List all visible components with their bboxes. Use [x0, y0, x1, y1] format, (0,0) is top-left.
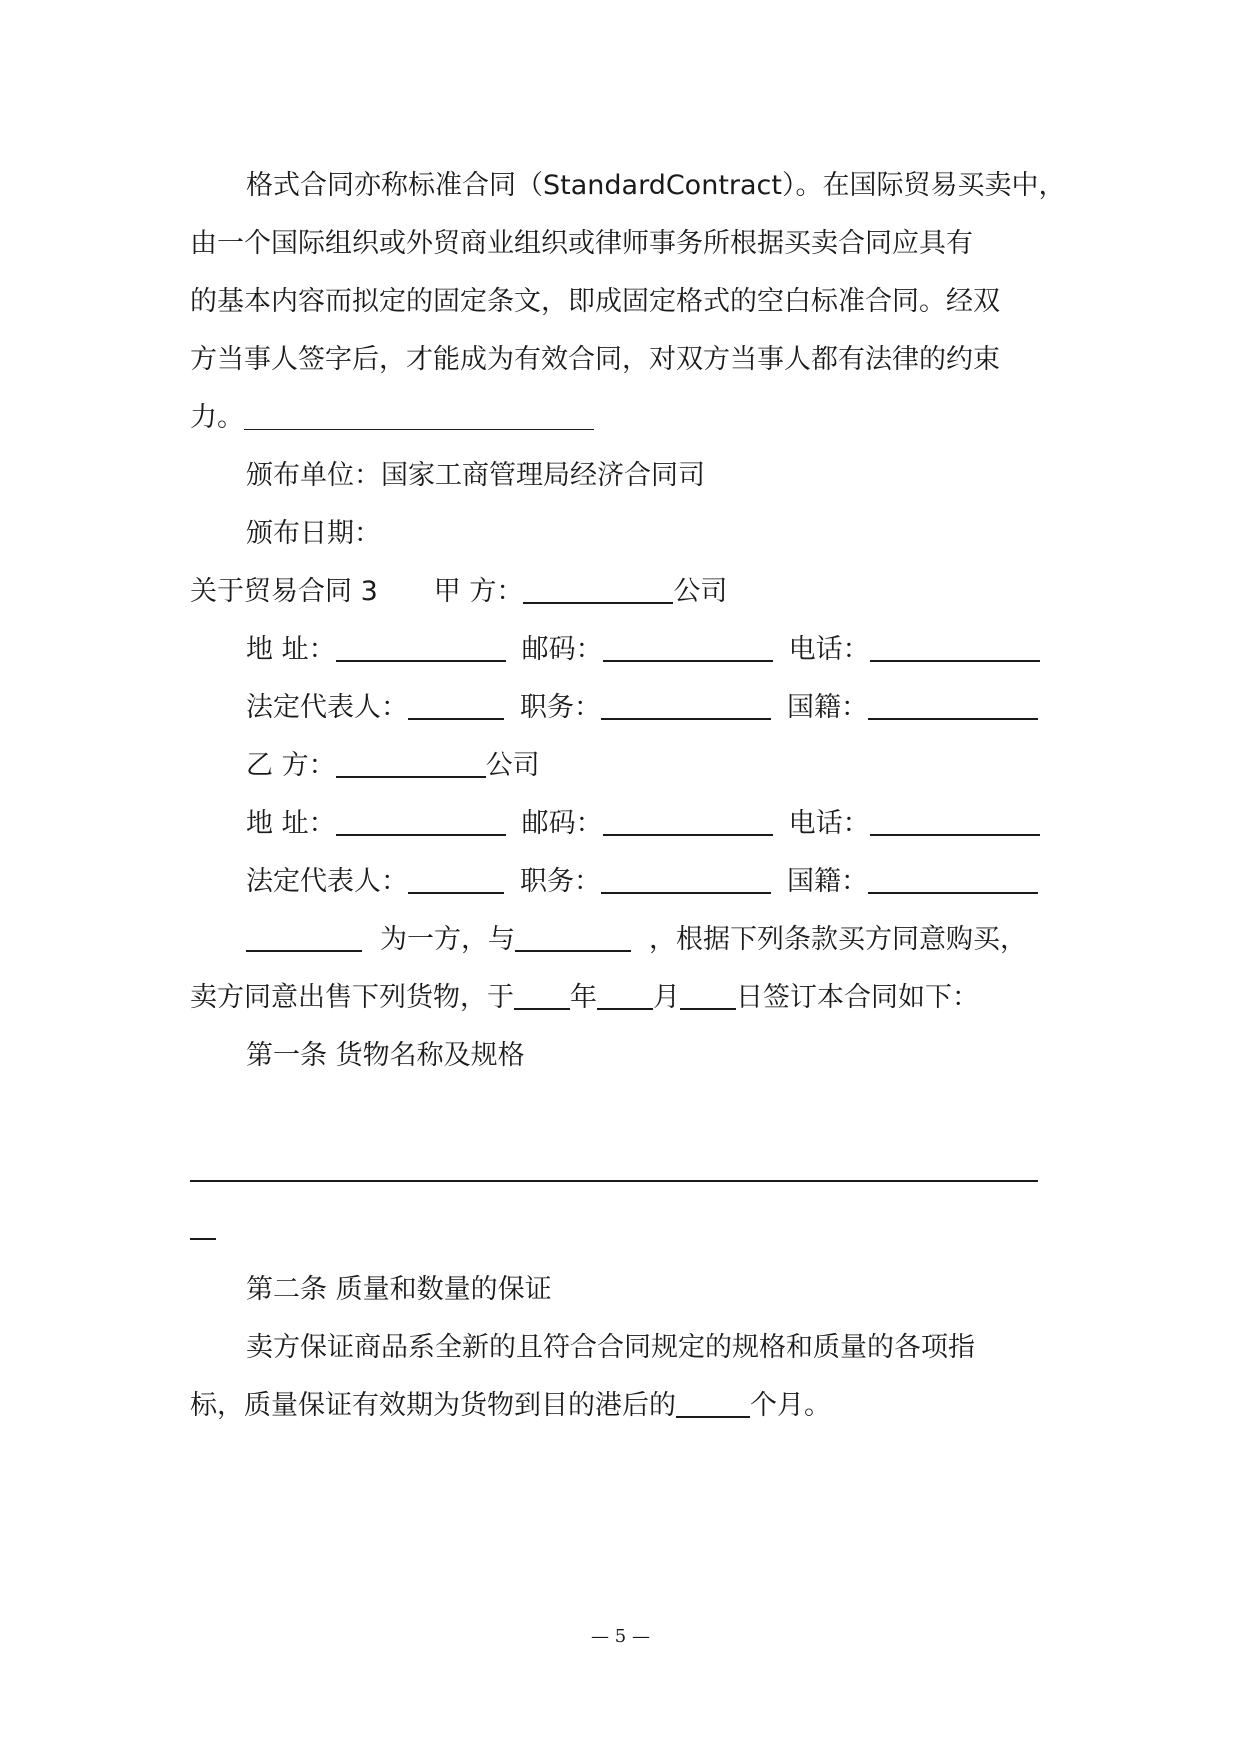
warranty-months-blank	[676, 1390, 750, 1418]
party-a-address-blank	[336, 634, 506, 662]
party-b-legal-rep-label: 法定代表人：	[246, 866, 408, 897]
agreement-year: 年	[570, 982, 597, 1013]
party-a-label: 甲 方：	[433, 576, 524, 607]
agreement-line-1	[246, 920, 1027, 960]
article2-line-1: 卖方保证商品系全新的且符合合同规定的规格和质量的各项指	[246, 1332, 975, 1363]
agreement-day-sign: 日签订本合同如下：	[736, 982, 979, 1013]
party-a-phone-label: 电话：	[788, 634, 870, 665]
article2-line2-a: 标，质量保证有效期为货物到目的港后的	[190, 1390, 676, 1421]
party-a-legal-rep-blank	[408, 692, 504, 720]
party-b-suffix: 公司	[485, 750, 540, 781]
sign-year-blank	[514, 982, 570, 1010]
party-b-postcode-label: 邮码：	[521, 808, 603, 839]
party-a-postcode-blank	[603, 634, 773, 662]
agreement-line-2	[190, 978, 979, 1018]
goods-spec-blank-line-1	[190, 1180, 1038, 1182]
party-a-position-blank	[601, 692, 771, 720]
party-b-address-blank	[336, 808, 506, 836]
party-b-address-label: 地 址：	[246, 808, 336, 839]
article2-line2-b: 个月。	[750, 1390, 831, 1421]
article2-line-2	[190, 1386, 831, 1426]
party-b-position-blank	[601, 866, 771, 894]
article1-title: 第一条 货物名称及规格	[246, 1040, 525, 1071]
party-a-nationality-label: 国籍：	[787, 692, 868, 723]
agreement-part2: ，根据下列条款买方同意购买，	[649, 924, 1027, 955]
issue-date-line: 颁布日期：	[246, 518, 381, 549]
party-b-phone-blank	[870, 808, 1040, 836]
party-b-rep-line	[246, 862, 1038, 902]
intro-line-5	[190, 398, 594, 438]
party-a-position-label: 职务：	[520, 692, 601, 723]
article2-title: 第二条 质量和数量的保证	[246, 1274, 552, 1305]
issuer-line: 颁布单位：国家工商管理局经济合同司	[246, 460, 705, 491]
party-b-legal-rep-blank	[408, 866, 504, 894]
party-b-position-label: 职务：	[520, 866, 601, 897]
agreement-party2-blank	[515, 924, 631, 952]
party-b-phone-label: 电话：	[788, 808, 870, 839]
party-b-postcode-blank	[603, 808, 773, 836]
sign-day-blank	[680, 982, 736, 1010]
intro-line-5-text: 力。	[190, 402, 244, 433]
party-a-nationality-blank	[868, 692, 1038, 720]
intro-line-4: 方当事人签字后，才能成为有效合同，对双方当事人都有法律的约束	[190, 344, 1000, 375]
party-b-contact-line	[246, 804, 1040, 844]
intro-blank	[244, 403, 594, 430]
agreement-part1: 为一方，与	[380, 924, 515, 955]
party-a-address-label: 地 址：	[246, 634, 336, 665]
page-number: — 5 —	[591, 1626, 650, 1647]
intro-line-2: 由一个国际组织或外贸商业组织或律师事务所根据买卖合同应具有	[190, 228, 973, 259]
party-a-suffix: 公司	[673, 576, 728, 607]
party-a-rep-line	[246, 688, 1038, 728]
party-a-postcode-label: 邮码：	[521, 634, 603, 665]
party-a-line	[190, 572, 727, 612]
party-b-nationality-blank	[868, 866, 1038, 894]
agreement-party1-blank	[246, 924, 362, 952]
agreement-line2-a: 卖方同意出售下列货物，于	[190, 982, 514, 1013]
goods-spec-blank-line-2	[190, 1238, 216, 1240]
party-a-name-blank	[523, 576, 673, 604]
intro-line-1: 格式合同亦称标准合同（StandardContract）。在国际贸易买卖中，	[246, 170, 1066, 201]
party-a-phone-blank	[870, 634, 1040, 662]
sign-month-blank	[597, 982, 653, 1010]
contract-title: 关于贸易合同 3	[190, 576, 378, 607]
intro-line-3: 的基本内容而拟定的固定条文，即成固定格式的空白标准合同。经双	[190, 286, 1000, 317]
party-b-name-blank	[336, 750, 486, 778]
party-a-legal-rep-label: 法定代表人：	[246, 692, 408, 723]
party-a-contact-line	[246, 630, 1040, 670]
agreement-month: 月	[653, 982, 680, 1013]
party-b-label: 乙 方：	[246, 750, 336, 781]
party-b-nationality-label: 国籍：	[787, 866, 868, 897]
party-b-line	[246, 746, 540, 786]
